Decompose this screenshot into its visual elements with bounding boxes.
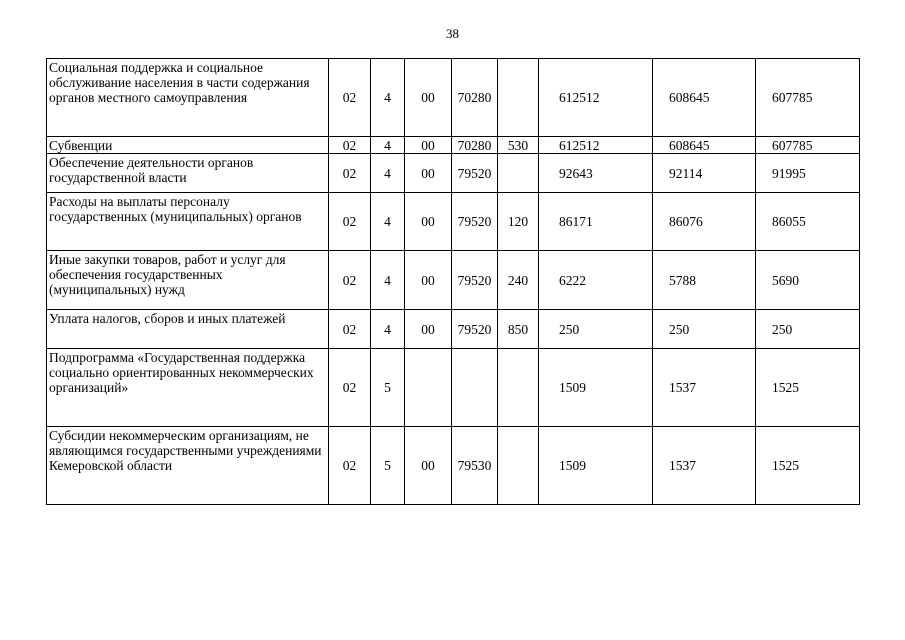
- row-name: Расходы на выплаты персоналу государственных (муниципальных) органов: [47, 193, 329, 251]
- amount-year-3: 607785: [756, 137, 860, 154]
- row-name: Субсидии некоммерческим организациям, не являющимся государственными учреждениями Кемеровской области: [47, 427, 329, 505]
- direction-code: 70280: [452, 59, 498, 137]
- table-row: [47, 251, 860, 310]
- section-code: 02: [329, 251, 371, 310]
- amount-year-2: 1537: [653, 427, 756, 505]
- section-code: 02: [329, 154, 371, 193]
- row-name: Социальная поддержка и социальное обслуживание населения в части содержания органов местного самоуправления: [47, 59, 329, 137]
- amount-year-3: 250: [756, 310, 860, 349]
- expense-type-code: [498, 154, 539, 193]
- table-row: [47, 427, 860, 505]
- program-code: 4: [371, 310, 405, 349]
- budget-table: [46, 58, 860, 505]
- subprogram-code: [405, 349, 452, 427]
- section-code: 02: [329, 193, 371, 251]
- row-name: Обеспечение деятельности органов государственной власти: [47, 154, 329, 193]
- amount-year-2: 1537: [653, 349, 756, 427]
- table-row: [47, 154, 860, 193]
- row-name: Уплата налогов, сборов и иных платежей: [47, 310, 329, 349]
- section-code: 02: [329, 137, 371, 154]
- expense-type-code: 240: [498, 251, 539, 310]
- amount-year-1: 612512: [539, 59, 653, 137]
- section-code: 02: [329, 59, 371, 137]
- amount-year-1: 612512: [539, 137, 653, 154]
- amount-year-1: 92643: [539, 154, 653, 193]
- table-row: [47, 193, 860, 251]
- direction-code: 70280: [452, 137, 498, 154]
- page-number: 38: [446, 26, 459, 41]
- table-row: [47, 59, 860, 137]
- amount-year-2: 250: [653, 310, 756, 349]
- expense-type-code: 850: [498, 310, 539, 349]
- amount-year-3: 86055: [756, 193, 860, 251]
- section-code: 02: [329, 349, 371, 427]
- expense-type-code: [498, 427, 539, 505]
- expense-type-code: 530: [498, 137, 539, 154]
- amount-year-3: 1525: [756, 349, 860, 427]
- program-code: 4: [371, 59, 405, 137]
- amount-year-1: 1509: [539, 427, 653, 505]
- amount-year-2: 92114: [653, 154, 756, 193]
- subprogram-code: 00: [405, 154, 452, 193]
- subprogram-code: 00: [405, 59, 452, 137]
- amount-year-2: 608645: [653, 59, 756, 137]
- amount-year-1: 6222: [539, 251, 653, 310]
- amount-year-3: 91995: [756, 154, 860, 193]
- direction-code: 79520: [452, 310, 498, 349]
- direction-code: 79520: [452, 154, 498, 193]
- section-code: 02: [329, 427, 371, 505]
- direction-code: 79520: [452, 251, 498, 310]
- expense-type-code: [498, 349, 539, 427]
- expense-type-code: 120: [498, 193, 539, 251]
- table-row: [47, 137, 860, 154]
- direction-code: [452, 349, 498, 427]
- subprogram-code: 00: [405, 193, 452, 251]
- table-row: [47, 310, 860, 349]
- amount-year-1: 86171: [539, 193, 653, 251]
- amount-year-3: 5690: [756, 251, 860, 310]
- subprogram-code: 00: [405, 137, 452, 154]
- subprogram-code: 00: [405, 427, 452, 505]
- row-name: Иные закупки товаров, работ и услуг для обеспечения государственных (муниципальных) нужд: [47, 251, 329, 310]
- amount-year-2: 5788: [653, 251, 756, 310]
- subprogram-code: 00: [405, 251, 452, 310]
- program-code: 4: [371, 193, 405, 251]
- amount-year-3: 607785: [756, 59, 860, 137]
- amount-year-3: 1525: [756, 427, 860, 505]
- amount-year-1: 250: [539, 310, 653, 349]
- program-code: 5: [371, 349, 405, 427]
- subprogram-code: 00: [405, 310, 452, 349]
- program-code: 4: [371, 251, 405, 310]
- row-name: Субвенции: [47, 137, 329, 154]
- row-name: Подпрограмма «Государственная поддержка социально ориентированных некоммерческих организаций»: [47, 349, 329, 427]
- amount-year-2: 86076: [653, 193, 756, 251]
- amount-year-2: 608645: [653, 137, 756, 154]
- program-code: 5: [371, 427, 405, 505]
- direction-code: 79530: [452, 427, 498, 505]
- table-row: [47, 349, 860, 427]
- program-code: 4: [371, 154, 405, 193]
- expense-type-code: [498, 59, 539, 137]
- direction-code: 79520: [452, 193, 498, 251]
- section-code: 02: [329, 310, 371, 349]
- program-code: 4: [371, 137, 405, 154]
- amount-year-1: 1509: [539, 349, 653, 427]
